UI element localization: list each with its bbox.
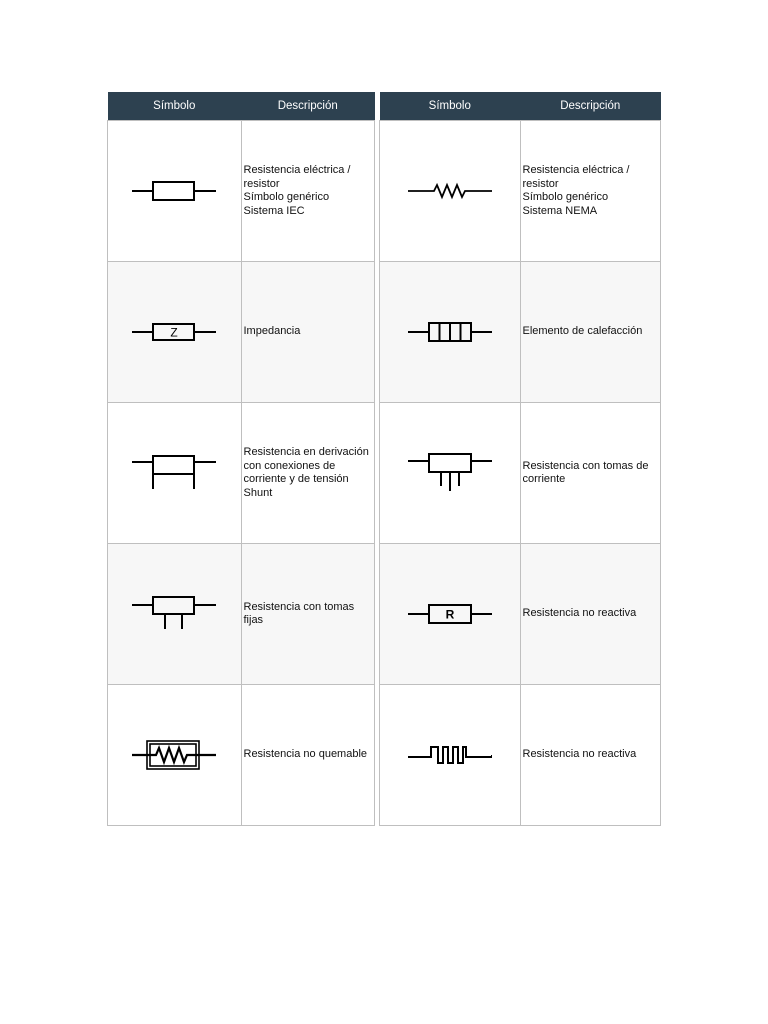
description-cell bbox=[520, 262, 661, 403]
table-row bbox=[108, 544, 375, 685]
table-row bbox=[108, 262, 375, 403]
table-row bbox=[380, 121, 661, 262]
description-line: Resistencia con tomas de bbox=[522, 459, 649, 472]
table-row bbox=[380, 403, 661, 544]
description-line: Impedancia bbox=[243, 325, 301, 338]
impedance-glyph: Z bbox=[170, 325, 178, 340]
fixed-taps-resistor-icon bbox=[132, 596, 216, 632]
description-line: con conexiones de bbox=[243, 459, 336, 472]
table-row bbox=[380, 262, 661, 403]
symbol-cell bbox=[108, 262, 242, 403]
shunt-resistor-icon bbox=[132, 455, 216, 491]
table-row bbox=[108, 403, 375, 544]
description-cell bbox=[241, 685, 375, 826]
description-line: Resistencia en derivación bbox=[243, 446, 369, 458]
description-line: Resistencia no quemable bbox=[243, 748, 368, 761]
description-cell bbox=[520, 544, 661, 685]
header-symbol: Símbolo bbox=[108, 92, 242, 121]
header-description: Descripción bbox=[241, 92, 375, 121]
description-line: Resistencia no reactiva bbox=[522, 748, 637, 761]
resistor-glyph: R bbox=[445, 607, 455, 622]
description-cell bbox=[520, 121, 661, 262]
description-line: Elemento de calefacción bbox=[522, 325, 643, 338]
description-line: resistor bbox=[243, 177, 280, 190]
table-row bbox=[380, 685, 661, 826]
description-line: Símbolo genérico bbox=[243, 191, 330, 203]
table-row bbox=[108, 685, 375, 826]
description-line: Símbolo genérico bbox=[522, 191, 609, 203]
left-symbol-table bbox=[107, 92, 375, 826]
symbol-cell bbox=[108, 544, 242, 685]
description-line: fijas bbox=[243, 614, 264, 626]
symbol-cell bbox=[380, 685, 521, 826]
symbol-cell bbox=[380, 121, 521, 262]
symbol-cell bbox=[380, 403, 521, 544]
table-row bbox=[380, 544, 661, 685]
description-cell bbox=[241, 403, 375, 544]
non-reactive-resistor-square-icon bbox=[408, 743, 492, 767]
symbol-cell bbox=[108, 685, 242, 826]
non-reactive-resistor-icon bbox=[408, 602, 492, 626]
symbol-cell bbox=[380, 262, 521, 403]
non-burnable-resistor-icon bbox=[132, 739, 216, 771]
right-symbol-table bbox=[379, 92, 661, 826]
description-line: corriente bbox=[522, 473, 566, 485]
header-symbol: Símbolo bbox=[380, 92, 521, 121]
current-taps-resistor-icon bbox=[408, 453, 492, 493]
description-cell bbox=[241, 121, 375, 262]
description-line: Resistencia eléctrica / bbox=[522, 164, 630, 176]
impedance-icon bbox=[132, 320, 216, 344]
description-cell bbox=[241, 544, 375, 685]
description-line: resistor bbox=[522, 177, 559, 190]
description-line: Shunt bbox=[243, 486, 273, 499]
description-cell bbox=[520, 685, 661, 826]
table-row bbox=[108, 121, 375, 262]
description-cell bbox=[520, 403, 661, 544]
resistor-nema-icon bbox=[408, 179, 492, 203]
symbol-cell bbox=[108, 403, 242, 544]
description-line: Resistencia eléctrica / bbox=[243, 164, 351, 176]
description-line: Resistencia no reactiva bbox=[522, 607, 637, 620]
description-line: Sistema IEC bbox=[243, 204, 305, 217]
description-line: Sistema NEMA bbox=[522, 204, 598, 217]
header-description: Descripción bbox=[520, 92, 661, 121]
resistor-iec-icon bbox=[132, 179, 216, 203]
symbol-cell bbox=[108, 121, 242, 262]
heating-element-icon bbox=[408, 320, 492, 344]
description-line: Resistencia con tomas bbox=[243, 600, 355, 613]
symbol-cell bbox=[380, 544, 521, 685]
description-line: corriente y de tensión bbox=[243, 473, 349, 485]
description-cell bbox=[241, 262, 375, 403]
